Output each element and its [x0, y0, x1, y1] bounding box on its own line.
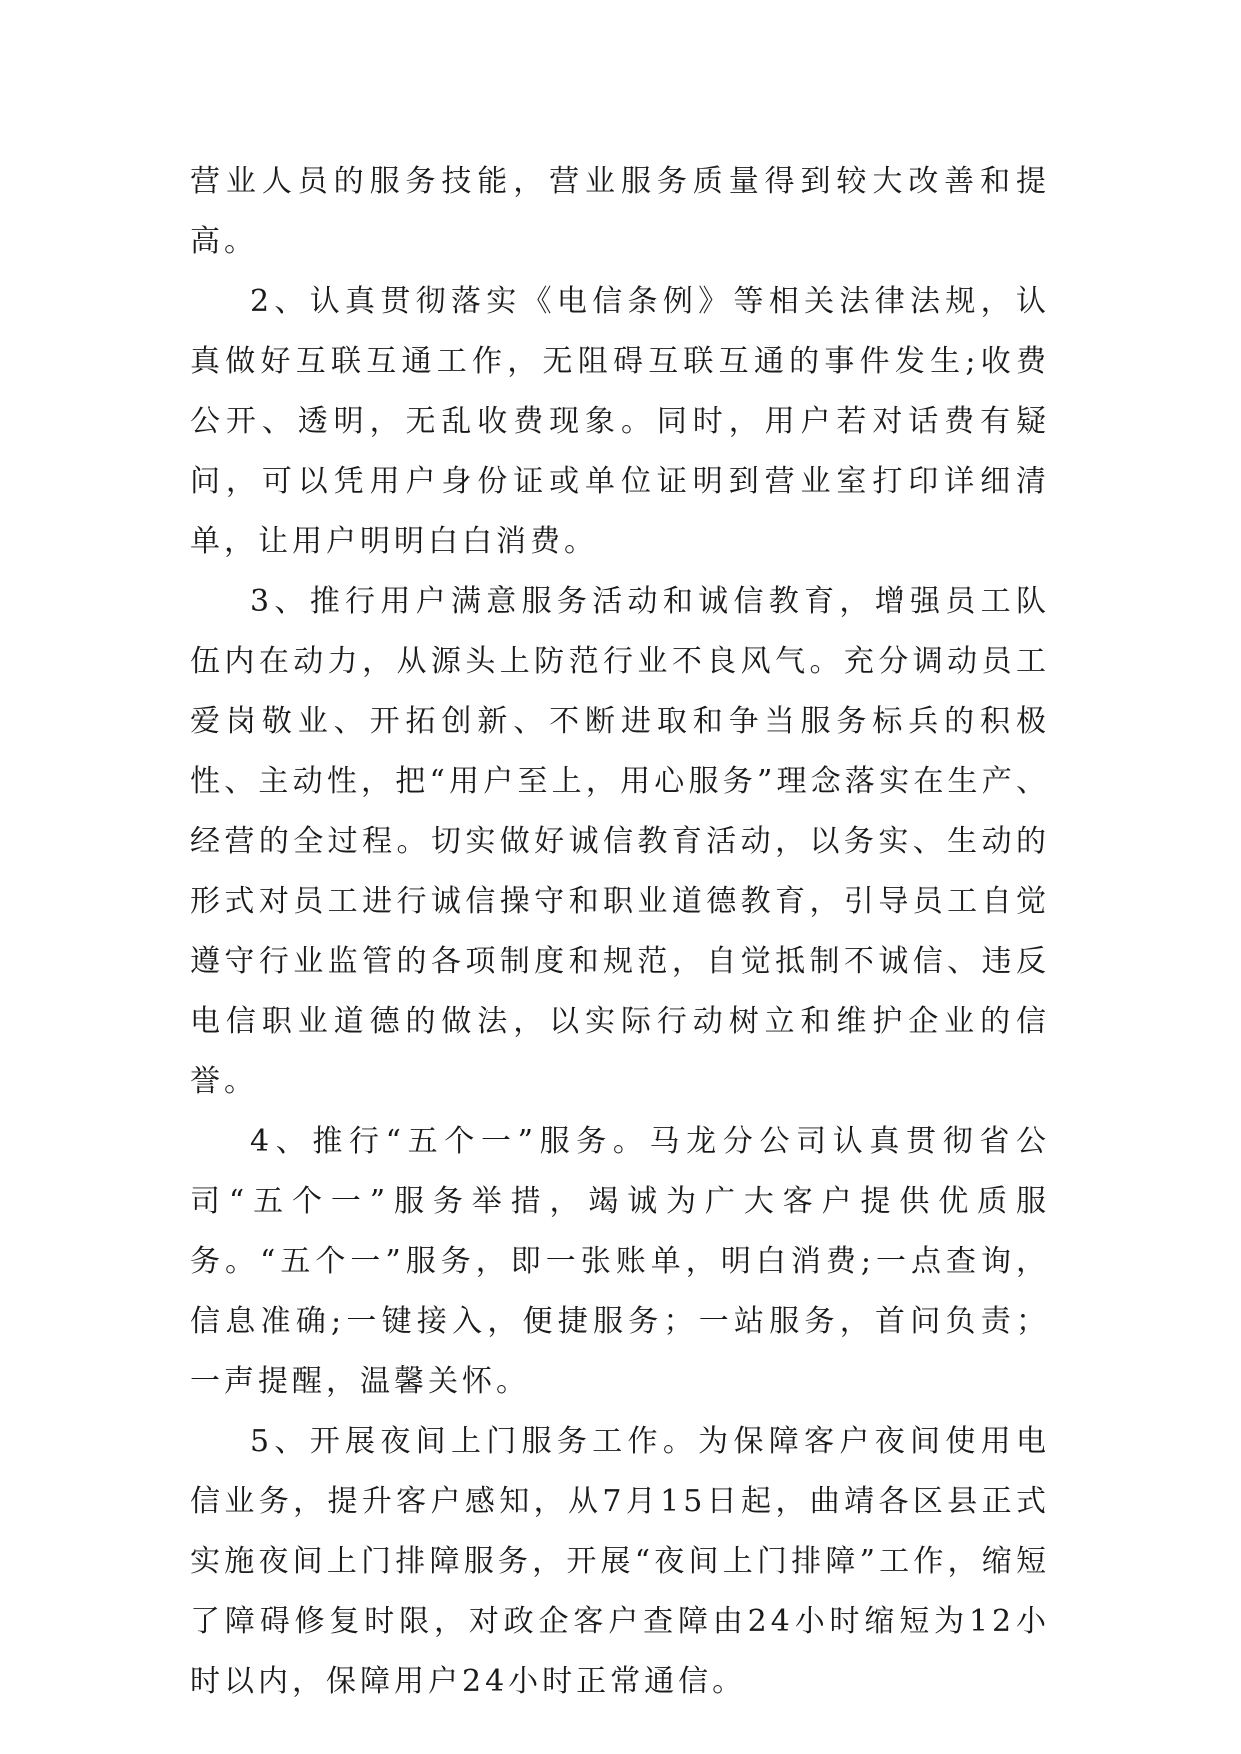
- paragraph-1: 营业人员的服务技能，营业服务质量得到较大改善和提高。: [190, 164, 1050, 259]
- paragraph-5: 5、开展夜间上门服务工作。为保障客户夜间使用电信业务，提升客户感知，从7月15日起，曲靖各区县正式实施夜间上门排障服务，开展“夜间上门排障”工作，缩短了障碍修复时限，对政企客户查障由24小时缩短为12小时以内，保障用户24小时正常通信。: [190, 1424, 1050, 1699]
- document-body: [190, 152, 1050, 1712]
- paragraph-4: 4、推行“五个一”服务。马龙分公司认真贯彻省公司“五个一”服务举措，竭诚为广大客户提供优质服务。“五个一”服务，即一张账单，明白消费;一点查询，信息准确;一键接入，便捷服务；一站服务，首问负责；一声提醒，温馨关怀。: [190, 1124, 1050, 1399]
- paragraph-3: 3、推行用户满意服务活动和诚信教育，增强员工队伍内在动力，从源头上防范行业不良风气。充分调动员工爱岗敬业、开拓创新、不断进取和争当服务标兵的积极性、主动性，把“用户至上，用心服务”理念落实在生产、经营的全过程。切实做好诚信教育活动，以务实、生动的形式对员工进行诚信操守和职业道德教育，引导员工自觉遵守行业监管的各项制度和规范，自觉抵制不诚信、违反电信职业道德的做法，以实际行动树立和维护企业的信誉。: [190, 584, 1050, 1099]
- paragraph-2: 2、认真贯彻落实《电信条例》等相关法律法规，认真做好互联互通工作，无阻碍互联互通的事件发生;收费公开、透明，无乱收费现象。同时，用户若对话费有疑问，可以凭用户身份证或单位证明到营业室打印详细清单，让用户明明白白消费。: [190, 284, 1050, 559]
